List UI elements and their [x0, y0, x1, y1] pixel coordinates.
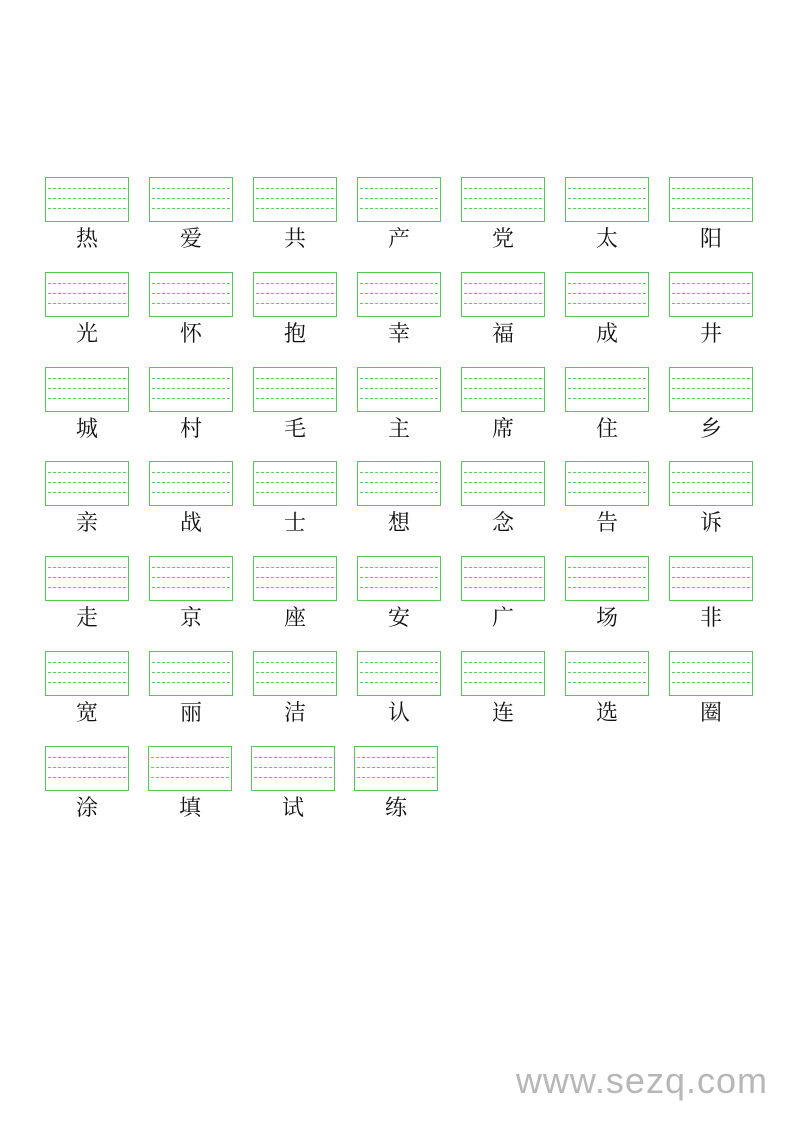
guide-line	[464, 567, 542, 568]
worksheet-cell	[461, 272, 545, 347]
guide-line	[151, 767, 229, 768]
pinyin-writing-box[interactable]	[149, 272, 233, 317]
pinyin-writing-box[interactable]	[461, 461, 545, 506]
guide-line	[568, 398, 646, 399]
worksheet-cell	[461, 556, 545, 632]
pinyin-writing-box[interactable]	[149, 651, 233, 696]
guide-line	[672, 303, 750, 304]
pinyin-writing-box[interactable]	[149, 177, 233, 222]
pinyin-writing-box[interactable]	[565, 461, 649, 506]
pinyin-writing-box[interactable]	[357, 177, 441, 222]
hanzi-character: 走	[75, 606, 98, 632]
hanzi-character: 井	[699, 321, 722, 347]
guide-line	[568, 293, 646, 294]
guide-line	[254, 757, 332, 758]
guide-line	[152, 672, 230, 673]
guide-line	[464, 188, 542, 189]
hanzi-character: 非	[699, 606, 722, 632]
guide-line	[48, 672, 126, 673]
guide-line	[360, 482, 438, 483]
worksheet-cell	[565, 177, 649, 252]
guide-line	[672, 208, 750, 209]
guide-line	[464, 398, 542, 399]
hanzi-character: 圈	[699, 701, 722, 726]
guide-line	[568, 378, 646, 379]
guide-line	[152, 682, 230, 683]
hanzi-character: 抱	[283, 321, 306, 347]
guide-line	[254, 777, 332, 778]
hanzi-character: 党	[491, 227, 514, 252]
worksheet-cell	[357, 651, 441, 726]
pinyin-writing-box[interactable]	[45, 651, 129, 696]
guide-line	[48, 398, 126, 399]
guide-line	[254, 767, 332, 768]
pinyin-writing-box[interactable]	[45, 272, 129, 317]
guide-line	[464, 472, 542, 473]
guide-line	[256, 388, 334, 389]
pinyin-writing-box[interactable]	[565, 367, 649, 412]
pinyin-writing-box[interactable]	[45, 556, 129, 601]
hanzi-character: 座	[283, 606, 306, 632]
worksheet-cell	[669, 461, 753, 537]
guide-line	[256, 303, 334, 304]
worksheet-cell	[45, 177, 129, 252]
guide-line	[672, 662, 750, 663]
worksheet-cell	[149, 367, 233, 442]
guide-line	[568, 577, 646, 578]
guide-line	[360, 283, 438, 284]
guide-line	[151, 757, 229, 758]
guide-line	[464, 577, 542, 578]
worksheet-cell	[149, 272, 233, 347]
guide-line	[48, 198, 126, 199]
hanzi-character: 想	[387, 511, 410, 537]
guide-line	[256, 208, 334, 209]
guide-line	[568, 388, 646, 389]
worksheet-cell	[253, 367, 337, 442]
guide-line	[568, 208, 646, 209]
guide-line	[672, 378, 750, 379]
hanzi-character: 安	[387, 606, 410, 632]
pinyin-writing-box[interactable]	[357, 556, 441, 601]
hanzi-character: 洁	[283, 701, 306, 726]
hanzi-character: 住	[595, 416, 618, 442]
guide-line	[568, 587, 646, 588]
pinyin-writing-box[interactable]	[357, 461, 441, 506]
guide-line	[672, 587, 750, 588]
guide-line	[48, 682, 126, 683]
worksheet-cell	[45, 651, 129, 726]
guide-line	[568, 482, 646, 483]
pinyin-writing-box[interactable]	[357, 272, 441, 317]
guide-line	[152, 293, 230, 294]
guide-line	[152, 283, 230, 284]
worksheet-cell	[461, 177, 545, 252]
guide-line	[360, 188, 438, 189]
pinyin-writing-box[interactable]	[461, 177, 545, 222]
guide-line	[256, 587, 334, 588]
guide-line	[360, 472, 438, 473]
pinyin-writing-box[interactable]	[461, 651, 545, 696]
pinyin-writing-box[interactable]	[565, 177, 649, 222]
pinyin-writing-box[interactable]	[669, 651, 753, 696]
guide-line	[256, 682, 334, 683]
guide-line	[152, 398, 230, 399]
hanzi-character: 连	[491, 701, 514, 726]
worksheet-cell	[148, 746, 232, 821]
guide-line	[360, 378, 438, 379]
guide-line	[256, 672, 334, 673]
pinyin-writing-box[interactable]	[253, 651, 337, 696]
guide-line	[48, 293, 126, 294]
pinyin-writing-box[interactable]	[565, 272, 649, 317]
guide-line	[256, 398, 334, 399]
worksheet-cell	[253, 651, 337, 726]
hanzi-character: 选	[595, 701, 618, 726]
guide-line	[357, 767, 435, 768]
hanzi-character: 试	[281, 795, 304, 821]
guide-line	[568, 198, 646, 199]
worksheet-cell	[149, 177, 233, 252]
guide-line	[152, 198, 230, 199]
guide-line	[48, 662, 126, 663]
guide-line	[48, 567, 126, 568]
hanzi-character: 练	[384, 795, 407, 821]
guide-line	[48, 188, 126, 189]
pinyin-writing-box[interactable]	[45, 367, 129, 412]
guide-line	[48, 757, 126, 758]
worksheet-cell	[253, 556, 337, 632]
pinyin-writing-box[interactable]	[45, 177, 129, 222]
guide-line	[568, 492, 646, 493]
guide-line	[48, 577, 126, 578]
pinyin-writing-box[interactable]	[149, 461, 233, 506]
guide-line	[672, 388, 750, 389]
pinyin-writing-box[interactable]	[253, 556, 337, 601]
hanzi-character: 怀	[179, 321, 202, 347]
guide-line	[464, 682, 542, 683]
guide-line	[464, 388, 542, 389]
hanzi-character: 共	[283, 227, 306, 252]
guide-line	[151, 777, 229, 778]
guide-line	[360, 293, 438, 294]
guide-line	[672, 198, 750, 199]
pinyin-writing-box[interactable]	[253, 272, 337, 317]
pinyin-writing-box[interactable]	[148, 746, 232, 791]
guide-line	[568, 188, 646, 189]
worksheet-cell	[45, 461, 129, 537]
worksheet-cell	[149, 461, 233, 537]
guide-line	[672, 672, 750, 673]
pinyin-writing-box[interactable]	[461, 272, 545, 317]
guide-line	[256, 492, 334, 493]
guide-line	[568, 567, 646, 568]
worksheet-cell	[354, 746, 438, 821]
worksheet-cell	[253, 461, 337, 537]
guide-line	[152, 188, 230, 189]
guide-line	[152, 587, 230, 588]
guide-line	[152, 303, 230, 304]
guide-line	[464, 672, 542, 673]
worksheet-cell	[45, 556, 129, 632]
worksheet-cell	[565, 556, 649, 632]
pinyin-writing-box[interactable]	[461, 367, 545, 412]
pinyin-writing-box[interactable]	[253, 177, 337, 222]
guide-line	[672, 188, 750, 189]
guide-line	[360, 577, 438, 578]
guide-line	[48, 303, 126, 304]
pinyin-writing-box[interactable]	[669, 461, 753, 506]
pinyin-writing-box[interactable]	[45, 746, 129, 791]
pinyin-writing-box[interactable]	[251, 746, 335, 791]
guide-line	[568, 682, 646, 683]
guide-line	[48, 587, 126, 588]
guide-line	[360, 672, 438, 673]
hanzi-character: 念	[491, 511, 514, 537]
hanzi-character: 京	[179, 606, 202, 632]
guide-line	[360, 587, 438, 588]
guide-line	[48, 482, 126, 483]
worksheet-cell	[149, 651, 233, 726]
pinyin-writing-box[interactable]	[669, 177, 753, 222]
hanzi-character: 亲	[75, 511, 98, 537]
worksheet-cell	[461, 367, 545, 442]
guide-line	[672, 567, 750, 568]
guide-line	[464, 303, 542, 304]
worksheet-cell	[669, 177, 753, 252]
guide-line	[672, 398, 750, 399]
guide-line	[48, 283, 126, 284]
pinyin-writing-box[interactable]	[45, 461, 129, 506]
pinyin-writing-box[interactable]	[149, 556, 233, 601]
worksheet-cell	[461, 651, 545, 726]
worksheet-cell	[669, 367, 753, 442]
worksheet-cell	[251, 746, 335, 821]
hanzi-character: 福	[491, 321, 514, 347]
worksheet-cell	[253, 272, 337, 347]
worksheet-cell	[357, 461, 441, 537]
pinyin-writing-box[interactable]	[461, 556, 545, 601]
guide-line	[672, 492, 750, 493]
pinyin-writing-box[interactable]	[565, 651, 649, 696]
hanzi-character: 阳	[699, 227, 722, 252]
worksheet-cell	[45, 367, 129, 442]
guide-line	[152, 577, 230, 578]
hanzi-character: 城	[75, 416, 98, 442]
pinyin-writing-box[interactable]	[357, 651, 441, 696]
worksheet-cell	[669, 556, 753, 632]
hanzi-character: 幸	[387, 321, 410, 347]
worksheet-cell	[669, 272, 753, 347]
guide-line	[152, 492, 230, 493]
guide-line	[256, 293, 334, 294]
guide-line	[672, 293, 750, 294]
worksheet-cell	[565, 651, 649, 726]
hanzi-character: 成	[595, 321, 618, 347]
guide-line	[672, 577, 750, 578]
guide-line	[256, 472, 334, 473]
guide-line	[152, 482, 230, 483]
pinyin-writing-box[interactable]	[253, 461, 337, 506]
guide-line	[672, 682, 750, 683]
hanzi-character: 产	[387, 227, 410, 252]
worksheet-cell	[253, 177, 337, 252]
hanzi-character: 认	[387, 701, 410, 726]
guide-line	[360, 208, 438, 209]
pinyin-writing-box[interactable]	[149, 367, 233, 412]
hanzi-character: 战	[179, 511, 202, 537]
hanzi-character: 诉	[699, 511, 722, 537]
guide-line	[48, 388, 126, 389]
guide-line	[360, 388, 438, 389]
worksheet-cell	[45, 272, 129, 347]
hanzi-character: 乡	[699, 416, 722, 442]
guide-line	[152, 472, 230, 473]
hanzi-character: 热	[75, 227, 98, 252]
worksheet-cell	[45, 746, 129, 821]
hanzi-character: 太	[595, 227, 618, 252]
hanzi-character: 涂	[75, 795, 98, 821]
worksheet-cell	[669, 651, 753, 726]
hanzi-character: 宽	[75, 701, 98, 726]
guide-line	[568, 283, 646, 284]
guide-line	[256, 577, 334, 578]
pinyin-writing-box[interactable]	[565, 556, 649, 601]
guide-line	[256, 662, 334, 663]
guide-line	[464, 492, 542, 493]
guide-line	[152, 208, 230, 209]
guide-line	[152, 388, 230, 389]
pinyin-writing-box[interactable]	[253, 367, 337, 412]
guide-line	[48, 777, 126, 778]
pinyin-writing-box[interactable]	[354, 746, 438, 791]
hanzi-character: 场	[595, 606, 618, 632]
guide-line	[357, 777, 435, 778]
hanzi-character: 丽	[179, 701, 202, 726]
guide-line	[568, 672, 646, 673]
guide-line	[464, 293, 542, 294]
guide-line	[672, 472, 750, 473]
worksheet-cell	[357, 177, 441, 252]
guide-line	[464, 587, 542, 588]
guide-line	[256, 482, 334, 483]
guide-line	[464, 482, 542, 483]
worksheet-cell	[565, 367, 649, 442]
guide-line	[568, 472, 646, 473]
worksheet-cell	[357, 272, 441, 347]
hanzi-character: 席	[491, 416, 514, 442]
guide-line	[360, 662, 438, 663]
guide-line	[568, 662, 646, 663]
guide-line	[360, 303, 438, 304]
pinyin-writing-box[interactable]	[669, 272, 753, 317]
guide-line	[48, 378, 126, 379]
guide-line	[360, 398, 438, 399]
guide-line	[360, 567, 438, 568]
guide-line	[464, 208, 542, 209]
pinyin-writing-box[interactable]	[669, 367, 753, 412]
pinyin-writing-box[interactable]	[357, 367, 441, 412]
guide-line	[256, 198, 334, 199]
hanzi-character: 告	[595, 511, 618, 537]
hanzi-character: 村	[179, 416, 202, 442]
worksheet-cell	[357, 367, 441, 442]
guide-line	[464, 662, 542, 663]
hanzi-character: 填	[178, 795, 201, 821]
guide-line	[464, 378, 542, 379]
hanzi-character: 毛	[283, 416, 306, 442]
guide-line	[152, 662, 230, 663]
guide-line	[568, 303, 646, 304]
guide-line	[360, 198, 438, 199]
hanzi-character: 主	[387, 416, 410, 442]
hanzi-character: 光	[75, 321, 98, 347]
worksheet-cell	[565, 461, 649, 537]
guide-line	[48, 492, 126, 493]
hanzi-character: 爱	[179, 227, 202, 252]
worksheet-cell	[357, 556, 441, 632]
guide-line	[48, 472, 126, 473]
guide-line	[672, 283, 750, 284]
hanzi-character: 士	[283, 511, 306, 537]
guide-line	[48, 208, 126, 209]
site-watermark: www.sezq.com	[515, 1060, 768, 1101]
guide-line	[256, 283, 334, 284]
guide-line	[357, 757, 435, 758]
guide-line	[256, 378, 334, 379]
worksheet-cell	[149, 556, 233, 632]
guide-line	[360, 492, 438, 493]
worksheet-cell	[461, 461, 545, 537]
guide-line	[152, 378, 230, 379]
guide-line	[464, 283, 542, 284]
guide-line	[256, 567, 334, 568]
guide-line	[464, 198, 542, 199]
guide-line	[672, 482, 750, 483]
guide-line	[152, 567, 230, 568]
hanzi-character: 广	[491, 606, 514, 632]
guide-line	[48, 767, 126, 768]
pinyin-writing-box[interactable]	[669, 556, 753, 601]
worksheet-cell	[565, 272, 649, 347]
guide-line	[360, 682, 438, 683]
guide-line	[256, 188, 334, 189]
